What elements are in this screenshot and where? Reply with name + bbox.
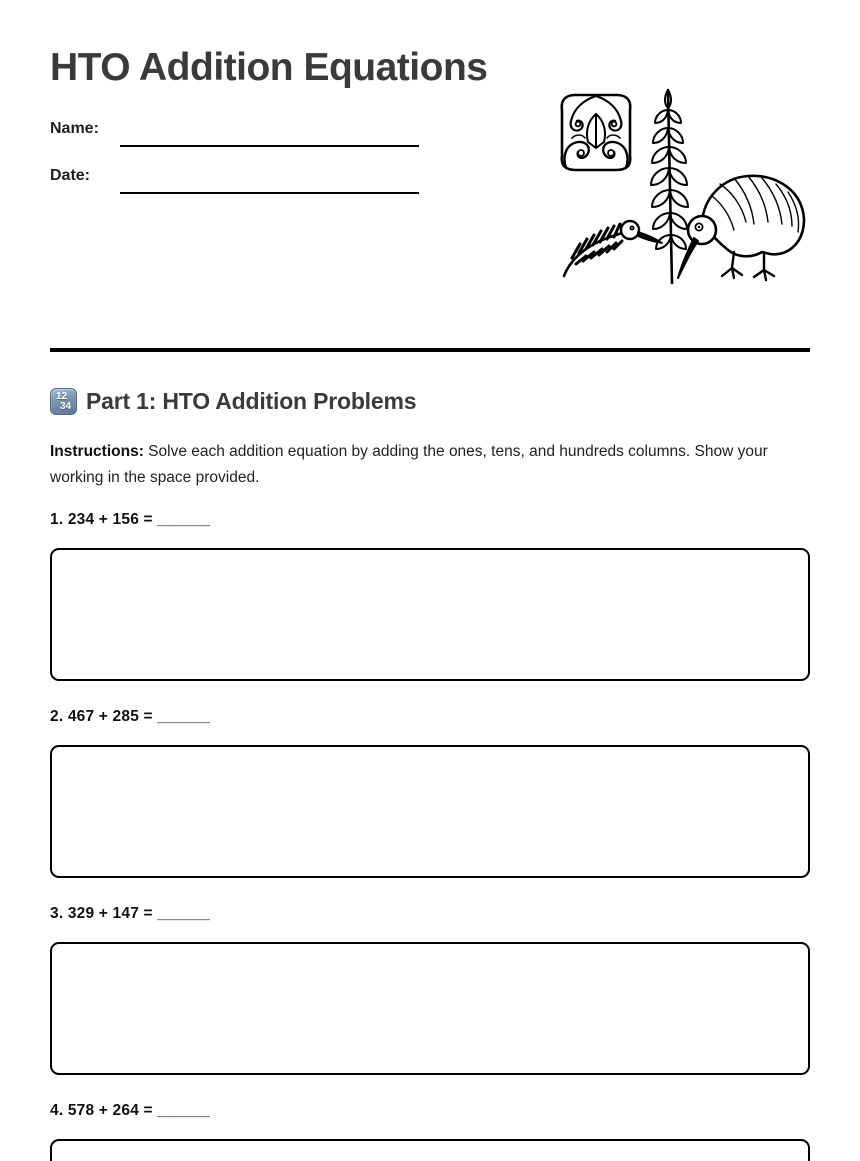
fern-kiwi-icon (564, 221, 662, 276)
problem-4-working-space[interactable] (50, 1139, 810, 1161)
instructions-text: Solve each addition equation by adding the ones, tens, and hundreds columns. Show your working in the space provided. (50, 443, 768, 486)
problem-1-working-space[interactable] (50, 548, 810, 681)
problem-4-label: 4. 578 + 264 = ______ (50, 1102, 211, 1119)
part1-heading: Part 1: HTO Addition Problems (86, 388, 417, 414)
section-divider (50, 348, 810, 352)
problem-1 (50, 510, 810, 681)
problem-3 (50, 904, 810, 1075)
instructions-label: Instructions: (50, 443, 144, 460)
problem-3-label: 3. 329 + 147 = ______ (50, 905, 211, 922)
input-numbers-keycap-icon (50, 388, 77, 415)
name-input-line[interactable] (120, 145, 419, 147)
date-label: Date: (50, 167, 91, 184)
kiwi-fern-maori-illustration (552, 80, 814, 288)
fern-frond-icon (651, 90, 688, 283)
date-field-row (50, 167, 90, 185)
problem-2-working-space[interactable] (50, 745, 810, 878)
name-label: Name: (50, 120, 99, 137)
page-title: HTO Addition Equations (50, 46, 488, 89)
problem-4 (50, 1101, 810, 1161)
instructions-paragraph (50, 439, 812, 491)
problem-2-label: 2. 467 + 285 = ______ (50, 708, 211, 725)
problem-2 (50, 707, 810, 878)
problems-list (50, 510, 810, 1161)
keycap-digits-bottom: 34 (59, 400, 72, 412)
keycap-digits-top: 12 (55, 390, 68, 402)
problem-1-label: 1. 234 + 156 = ______ (50, 511, 211, 528)
name-field-row (50, 120, 99, 138)
date-input-line[interactable] (120, 192, 419, 194)
kiwi-bird-icon (678, 176, 804, 280)
part1-heading-row (50, 388, 416, 415)
koru-motif-icon (562, 95, 631, 170)
problem-3-working-space[interactable] (50, 942, 810, 1075)
